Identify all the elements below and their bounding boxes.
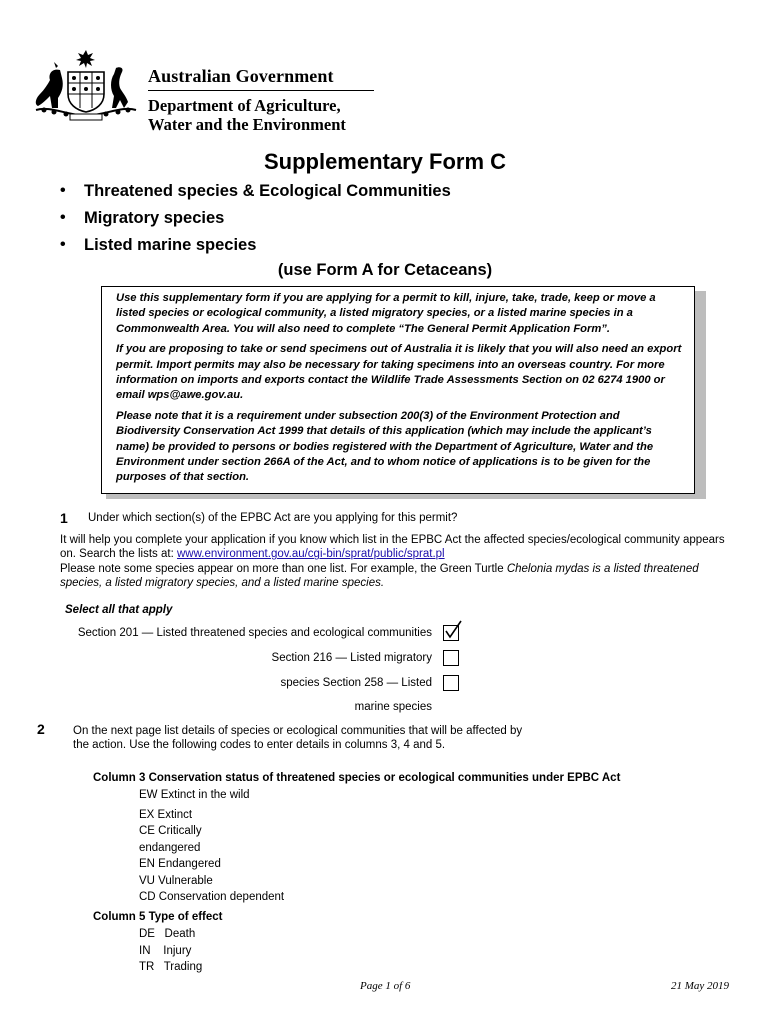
scope-item [60, 207, 451, 234]
info-paragraph-export: If you are proposing to take or send specimens out of Australia it is likely that you will also need an export permit. Import permits may also be necessary for taking specimens into an overseas country. For more information on imports and exports contact the Wildlife Trade Assessments Section on 02 6274 1900 or email wps@awe.gov.au. [116, 343, 682, 402]
column-5-heading: Column 5 Type of effect [93, 911, 223, 923]
code-item: CE Critically [139, 825, 202, 837]
question-2-text: On the next page list details of species or ecological communities that will be affected by the action. Use the following codes to enter details in columns 3, 4 and 5. [73, 725, 523, 751]
code-item: CD Conservation dependent [139, 891, 285, 903]
code-item: EN Endangered [139, 858, 221, 870]
info-box[interactable] [101, 286, 695, 494]
section-216-checkbox[interactable] [443, 650, 459, 666]
code-item: EW Extinct in the wild [139, 789, 250, 801]
select-all-instruction: Select all that apply [65, 604, 173, 616]
page-number: Page 1 of 6 [360, 980, 411, 992]
coat-of-arms-icon [30, 50, 142, 122]
code-item: IN Injury [139, 944, 192, 957]
option-section-216-label: Section 216 — Listed migratory [271, 652, 432, 664]
column-3-heading: Column 3 Conservation status of threatened species or ecological communities under EPBC Act [93, 772, 621, 784]
scope-item-label: Listed marine species [84, 236, 257, 254]
document-date: 21 May 2019 [671, 980, 730, 992]
scope-item [60, 234, 451, 261]
bullet-icon: • [60, 209, 66, 226]
option-section-258-label: species Section 258 — Listed [280, 677, 432, 689]
code-item: endangered [139, 841, 201, 854]
government-name: Australian Government [148, 66, 334, 86]
info-paragraph-notice: Please note that it is a requirement under subsection 200(3) of the Environment Protection and Biodiversity Conservation Act 1999 that details of this application (which may include the applicant’s name) be provided to persons or bodies registered with the Department of Agriculture, Water and the Environment under section 266A of the Act, and to whom notice of applications is to be given for the purposes of that section. [116, 409, 654, 484]
help-note-italic: Chelonia mydas is a listed threatened species, a listed migratory species, and a listed marine species. [60, 562, 699, 590]
bullet-icon: • [60, 236, 66, 253]
department-name-line-2: Water and the Environment [148, 115, 346, 134]
code-item: TR Trading [139, 961, 203, 973]
scope-item [60, 180, 451, 207]
scope-item-label: Migratory species [84, 209, 225, 227]
bullet-icon: • [60, 182, 66, 199]
sprat-link[interactable]: www.environment.gov.au/cgi-bin/sprat/public/sprat.pl [176, 548, 445, 561]
info-paragraph-usage: Use this supplementary form if you are applying for a permit to kill, injure, take, trade, keep or move a listed species or ecological community, a listed migratory species, or a listed marine species in a Commonwealth Area. You will also need to complete “The General Permit Application Form”. [116, 292, 656, 335]
form-title: Supplementary Form C [263, 149, 507, 174]
header-divider [148, 90, 374, 91]
option-section-201-label: Section 201 — Listed threatened species and ecological communities [77, 627, 432, 639]
conservation-status-codes [139, 789, 284, 908]
code-item: DE Death [139, 928, 196, 940]
checkmark-icon [441, 619, 463, 641]
question-2-number: 2 [37, 721, 45, 737]
cetaceans-note: (use Form A for Cetaceans) [277, 261, 493, 279]
help-note: Please note some species appear on more than one list. For example, the Green Turtle [60, 562, 507, 575]
scope-item-label: Threatened species & Ecological Communities [84, 182, 451, 200]
effect-type-codes [139, 928, 202, 978]
question-1-help [60, 533, 740, 591]
question-1-number: 1 [60, 510, 68, 526]
option-section-258-label-cont: marine species [354, 701, 432, 713]
section-258-checkbox[interactable] [443, 675, 459, 691]
code-item: VU Vulnerable [139, 874, 213, 887]
form-scope-list [60, 180, 451, 261]
help-text: It will help you complete your application if you know which list in the EPBC Act the affected species/ecological community appears on. Search the lists at: [60, 534, 725, 561]
code-item: EX Extinct [139, 808, 193, 821]
question-1-text: Under which section(s) of the EPBC Act are you applying for this permit? [88, 512, 458, 524]
department-name-line-1: Department of Agriculture, [148, 96, 341, 115]
